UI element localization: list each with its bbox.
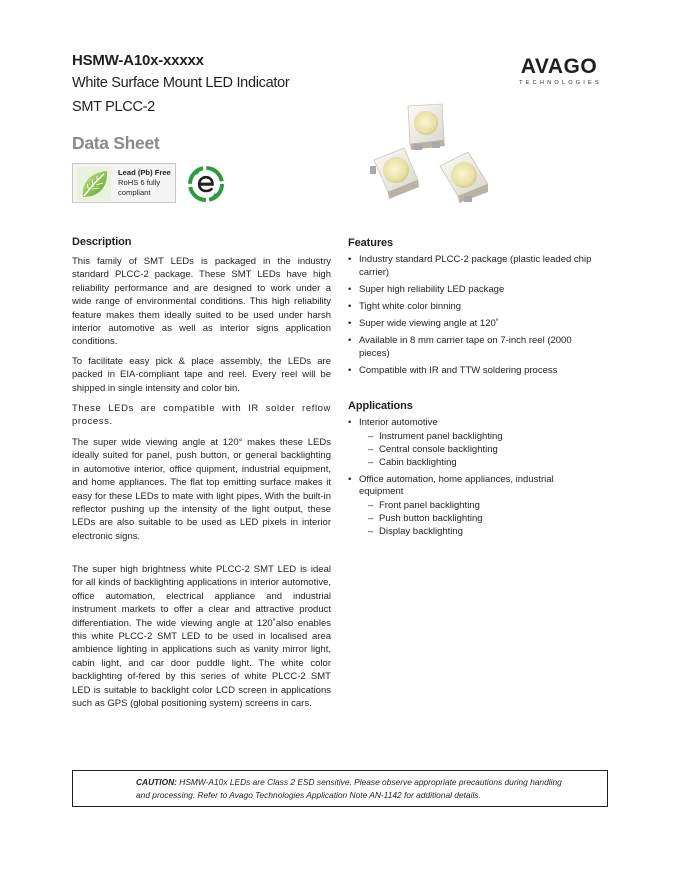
china-rohs-e-icon [184,162,228,206]
application-sublist [359,499,598,539]
package-subtitle: SMT PLCC-2 [72,99,155,115]
avago-logo [508,56,610,86]
applications-heading: Applications [348,400,413,412]
lead-free-badge [72,163,176,203]
description-paragraph: These LEDs are compatible with IR solder reflow process. [72,403,331,428]
rohs-label: RoHS 6 fully [118,178,161,187]
description-paragraph: The super high brightness white PLCC-2 SMT LED is ideal for all kinds of backlighting applications in interior automotive, office automation, electrical appliance and industrial instrument markets to offer a clear and attractive product differentiation. The wide viewing angle at 120˚also enables this white PLCC-2 SMT LED to be used in localised area ambience lighting in applications such as vanity mirror light, cabin light, and car door puddle light. The white color backlighting of-fered by this series of white PLCC-2 SMT LED is suitable to backlight color LCD screen in applications such as GPS (global positioning system) screens in cars. [72,564,331,710]
feature-item: • Compatible with IR and TTW soldering process [348,365,598,378]
caution-text [136,776,576,803]
feature-item: • Super high reliability LED package [348,284,598,297]
application-item: – Central console backlighting [359,443,598,456]
caution-label: CAUTION: [136,777,177,787]
led-top [408,104,445,150]
feature-item: • Super wide viewing angle at 120˚ [348,318,598,331]
compliant-label: compliant [118,188,151,197]
lead-free-label: Lead (Pb) Free [118,168,171,177]
product-subtitle: White Surface Mount LED Indicator [72,75,290,91]
compliance-text [118,168,171,198]
led-right [440,152,488,203]
feature-item: • Industry standard PLCC-2 package (plastic leaded chip carrier) [348,254,598,279]
feature-item: • Tight white color binning [348,301,598,314]
caution-body: HSMW-A10x LEDs are Class 2 ESD sensitive. Please observe appropriate precautions during handling and processing. Refer to Avago Technologies Application Note AN-1142 for additional details. [136,777,562,801]
application-item: – Display backlighting [359,525,598,538]
applications-list [348,417,598,543]
led-left [370,148,419,199]
led-product-photo [356,100,496,215]
logo-wordmark: AVAGO [520,55,598,78]
application-item: – Front panel backlighting [359,499,598,512]
features-list [348,254,598,382]
application-group-label: Office automation, home appliances, industrial equipment [359,473,554,498]
application-item: – Cabin backlighting [359,456,598,469]
application-group-label: Interior automotive [359,417,438,428]
application-item: – Push button backlighting [359,512,598,525]
application-sublist [359,430,598,470]
description-paragraph: To facilitate easy pick & place assembly, the LEDs are packed in EIA-compliant tape and reel. Every reel will be shipped in single intensity and color bin. [72,356,331,394]
leaf-icon [77,167,111,201]
document-type-title: Data Sheet [72,133,160,153]
logo-tagline: TECHNOLOGIES [519,80,602,86]
application-group [348,417,598,469]
features-heading: Features [348,237,394,249]
application-group [348,474,598,539]
part-number: HSMW-A10x-xxxxx [72,52,204,69]
description-paragraph: This family of SMT LEDs is packaged in the industry standard PLCC-2 package. These SMT LEDs have high reliability performance and are designed to work under a wide range of environmental conditions. This high reliability feature makes them ideally suited to be used under harsh interior automotive as well as interior signs application conditions. [72,256,331,348]
caution-box [72,770,608,807]
feature-item: • Available in 8 mm carrier tape on 7-inch reel (2000 pieces) [348,335,598,360]
application-item: – Instrument panel backlighting [359,430,598,443]
description-heading: Description [72,236,132,248]
description-paragraph: The super wide viewing angle at 120° makes these LEDs ideally suited for panel, push button, or general backlighting in automotive interior, office quipment, industrial equipment, and home appliances. The flat top emitting surface makes it easy for these LEDs to mate with light pipes. With the built-in reflector pushing up the intensity of the light output, these LEDs are also suitable to be used as LED pixels in interior electronic signs. [72,437,331,542]
